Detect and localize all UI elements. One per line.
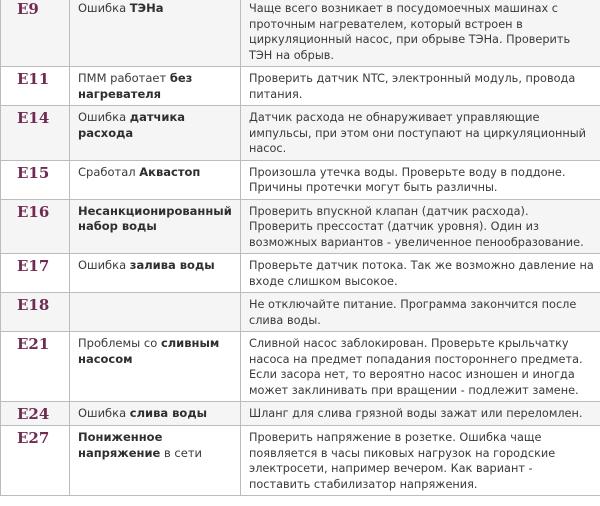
- error-name-text: Сработал: [78, 164, 140, 179]
- error-name-text: в сети: [160, 445, 202, 460]
- table-row: [1, 426, 600, 496]
- table-row: [1, 67, 600, 106]
- table-row: [1, 160, 600, 199]
- error-name-text: Ошибка: [78, 110, 130, 124]
- error-name-bold: слива воды: [129, 406, 208, 420]
- error-code: E11: [1, 67, 70, 106]
- error-code: E15: [1, 160, 70, 199]
- error-code: E21: [1, 332, 70, 402]
- error-name-text: ПММ работает: [78, 71, 170, 85]
- table-row: [1, 332, 600, 402]
- error-name-text: Проблемы со: [78, 336, 161, 350]
- error-name: [70, 293, 241, 332]
- error-description: Шланг для слива грязной воды зажат или переломлен.: [241, 402, 600, 426]
- error-description: Произошла утечка воды. Проверьте воду в поддоне. Причины протечки могут быть различны.: [241, 160, 600, 199]
- error-code: E18: [1, 293, 70, 332]
- table-row: [1, 0, 600, 67]
- error-code: E27: [1, 426, 70, 496]
- error-name-bold: залива воды: [129, 258, 215, 272]
- error-description: Не отключайте питание. Программа закончится после слива воды.: [241, 293, 600, 332]
- error-name-text: Ошибка: [78, 258, 130, 272]
- error-name: [70, 160, 241, 199]
- error-name: [70, 426, 241, 496]
- error-description: Проверить датчик NTC, электронный модуль, провода питания.: [241, 67, 600, 106]
- error-name-bold: Аквастоп: [139, 164, 201, 179]
- error-description: Датчик расхода не обнаруживает управляющие импульсы, при этом они поступают на циркуляционный насос.: [241, 106, 600, 161]
- error-name-bold: сливным насосом: [78, 336, 220, 366]
- table-row: [1, 402, 600, 426]
- error-description: Проверьте датчик потока. Так же возможно давление на входе слишком высокое.: [241, 254, 600, 293]
- error-description: Сливной насос заблокирован. Проверьте крыльчатку насоса на предмет попадания постороннего предмета. Если засора нет, то вероятно насос изношен и иногда может заклинивать при вращении - подлежит замене.: [241, 332, 600, 402]
- table-row: [1, 199, 600, 254]
- error-name: [70, 402, 241, 426]
- error-name-bold: без нагревателя: [78, 71, 193, 101]
- error-name: [70, 67, 241, 106]
- error-name-bold: Несанкционированный набор воды: [78, 203, 232, 233]
- error-description: Проверить напряжение в розетке. Ошибка чаще появляется в часы пиковых нагрузок на городские электросети, например вечером. Как вариант - поставить стабилизатор напряжения.: [241, 426, 600, 496]
- error-description: Чаще всего возникает в посудомоечных машинах с проточным нагревателем, который встроен в циркуляционный насос, при обрыве ТЭНа. Проверить ТЭН на обрыв.: [241, 0, 600, 67]
- error-codes-body: [1, 0, 600, 496]
- table-row: [1, 293, 600, 332]
- error-name-text: Ошибка: [78, 406, 130, 420]
- table-row: [1, 106, 600, 161]
- error-name: [70, 0, 241, 67]
- error-code: E17: [1, 254, 70, 293]
- error-name-text: Ошибка: [78, 1, 130, 15]
- error-code: E24: [1, 402, 70, 426]
- error-name: [70, 199, 241, 254]
- error-name: [70, 332, 241, 402]
- error-description: Проверить впускной клапан (датчик расхода). Проверить прессостат (датчик уровня). Один из возможных вариантов - увеличенное пенообразование.: [241, 199, 600, 254]
- table-row: [1, 254, 600, 293]
- error-code: E14: [1, 106, 70, 161]
- error-name: [70, 254, 241, 293]
- error-name-bold: датчика расхода: [78, 110, 186, 140]
- error-name-bold: ТЭНа: [129, 1, 164, 15]
- error-code: E16: [1, 199, 70, 254]
- error-name-bold: Пониженное напряжение: [78, 430, 163, 460]
- error-code: E9: [1, 0, 70, 67]
- error-name: [70, 106, 241, 161]
